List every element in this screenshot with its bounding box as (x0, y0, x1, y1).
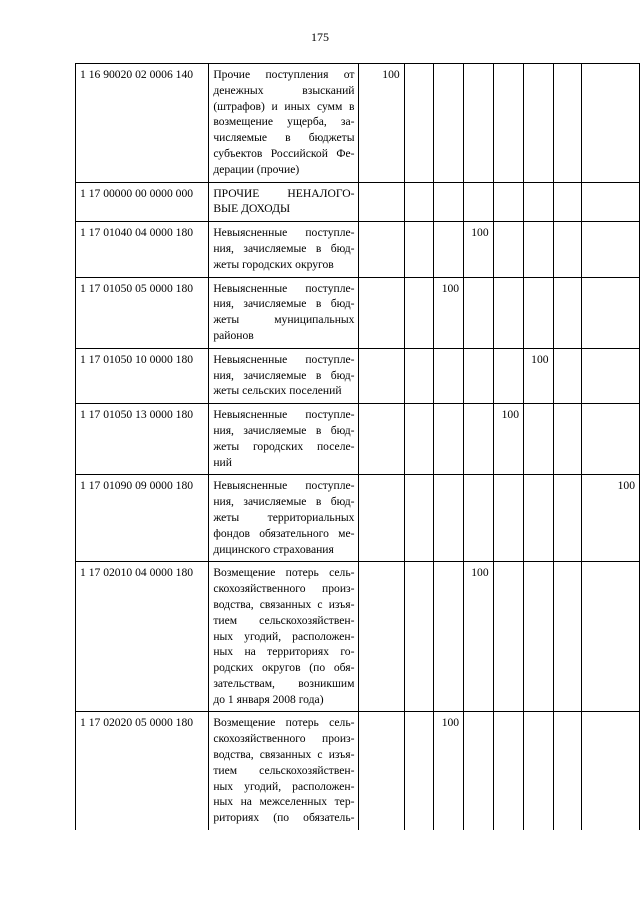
description-line: (штрафов) и иных сумм в (213, 99, 355, 113)
percent-cell (404, 404, 433, 475)
table-row (76, 475, 640, 562)
description-line: скохозяйственного произ- (213, 582, 355, 596)
description-line: ния, зачисляемые в бюд- (213, 495, 355, 509)
percent-cell (359, 404, 404, 475)
percent-cell (433, 222, 463, 277)
description-line: ных угодий, расположен- (213, 779, 355, 793)
budget-code-cell: 1 17 02020 05 0000 180 (76, 712, 209, 830)
description-line: скохозяйственного произ- (213, 732, 355, 746)
description-line: Возмещение потерь сель- (213, 716, 355, 730)
percent-cell: 100 (433, 277, 463, 348)
percent-cell (464, 277, 494, 348)
percent-cell (581, 222, 639, 277)
percent-cell (524, 404, 554, 475)
description-line: Невыясненные поступле- (213, 408, 355, 422)
percent-cell (359, 182, 404, 222)
percent-cell (524, 562, 554, 712)
percent-cell (553, 277, 581, 348)
description-cell (209, 712, 359, 830)
percent-cell (433, 348, 463, 403)
description-line: ПРОЧИЕ НЕНАЛОГО- (213, 186, 355, 200)
budget-code-cell: 1 17 01050 10 0000 180 (76, 348, 209, 403)
percent-cell (524, 222, 554, 277)
table-row (76, 712, 640, 830)
description-line: ных на территориях го- (213, 645, 355, 659)
description-line: Прочие поступления от (213, 68, 355, 81)
percent-cell (553, 712, 581, 830)
description-line: денежных взысканий (213, 83, 355, 97)
percent-cell (524, 64, 554, 183)
budget-code-cell: 1 17 01050 13 0000 180 (76, 404, 209, 475)
budget-code-cell: 1 17 00000 00 0000 000 (76, 182, 209, 222)
budget-code-cell: 1 16 90020 02 0006 140 (76, 64, 209, 183)
description-line: субъектов Российской Фе- (213, 146, 355, 160)
percent-cell (464, 404, 494, 475)
description-line: жеты городских округов (213, 257, 334, 271)
table-row (76, 562, 640, 712)
table-row (76, 222, 640, 277)
description-line: фондов обязательного ме- (213, 526, 355, 540)
percent-cell (553, 348, 581, 403)
percent-cell (404, 348, 433, 403)
table-row (76, 64, 640, 183)
description-cell (209, 182, 359, 222)
percent-cell (493, 348, 523, 403)
description-line: ных на межселенных тер- (213, 795, 355, 809)
description-cell (209, 475, 359, 562)
description-line: ния, зачисляемые в бюд- (213, 368, 355, 382)
percent-cell (553, 222, 581, 277)
budget-code-cell: 1 17 02010 04 0000 180 (76, 562, 209, 712)
description-cell (209, 348, 359, 403)
percent-cell (359, 475, 404, 562)
percent-cell (359, 277, 404, 348)
description-line: Возмещение потерь сель- (213, 566, 355, 580)
percent-cell (433, 64, 463, 183)
description-line: Невыясненные поступле- (213, 352, 355, 366)
description-line: районов (213, 328, 254, 342)
percent-cell: 100 (464, 562, 494, 712)
percent-cell (581, 562, 639, 712)
percent-cell (493, 475, 523, 562)
percent-cell (359, 348, 404, 403)
table-row (76, 348, 640, 403)
percent-cell (464, 182, 494, 222)
description-line: зательствам, возникшим (213, 676, 355, 690)
percent-cell (359, 562, 404, 712)
description-line: жеты территориальных (213, 510, 355, 524)
percent-cell (493, 182, 523, 222)
percent-cell (553, 182, 581, 222)
description-line: возмещение ущерба, за- (213, 115, 355, 129)
percent-cell (553, 475, 581, 562)
table-row (76, 182, 640, 222)
description-line: ния, зачисляемые в бюд- (213, 297, 355, 311)
budget-classification-table (75, 63, 640, 830)
description-line: жеты муниципальных (213, 313, 355, 327)
percent-cell (581, 712, 639, 830)
percent-cell (553, 562, 581, 712)
percent-cell (581, 182, 639, 222)
percent-cell (433, 475, 463, 562)
percent-cell (404, 562, 433, 712)
budget-code-cell: 1 17 01090 09 0000 180 (76, 475, 209, 562)
description-line: родских округов (по обя- (213, 661, 355, 675)
description-cell (209, 404, 359, 475)
percent-cell (553, 64, 581, 183)
percent-cell (581, 404, 639, 475)
percent-cell (404, 64, 433, 183)
percent-cell (493, 712, 523, 830)
description-line: риториях (по обязатель- (213, 811, 355, 825)
percent-cell (404, 277, 433, 348)
percent-cell (433, 404, 463, 475)
percent-cell: 100 (433, 712, 463, 830)
percent-cell (464, 475, 494, 562)
percent-cell (359, 222, 404, 277)
percent-cell (524, 712, 554, 830)
percent-cell: 100 (493, 404, 523, 475)
percent-cell (493, 562, 523, 712)
description-line: Невыясненные поступле- (213, 226, 355, 240)
percent-cell (464, 348, 494, 403)
percent-cell (581, 64, 639, 183)
description-cell (209, 64, 359, 183)
description-line: Невыясненные поступле- (213, 281, 355, 295)
description-line: дерации (прочие) (213, 162, 300, 176)
percent-cell: 100 (524, 348, 554, 403)
percent-cell (581, 277, 639, 348)
description-line: жеты сельских поселений (213, 384, 342, 398)
page-number: 175 (311, 30, 329, 44)
description-line: до 1 января 2008 года) (213, 692, 324, 706)
table-body (76, 64, 640, 831)
description-cell (209, 222, 359, 277)
description-line: дицинского страхования (213, 542, 334, 556)
percent-cell: 100 (359, 64, 404, 183)
description-line: ния, зачисляемые в бюд- (213, 241, 355, 255)
percent-cell (493, 222, 523, 277)
description-line: тием сельскохозяйствен- (213, 763, 355, 777)
description-line: ВЫЕ ДОХОДЫ (213, 202, 291, 216)
budget-code-cell: 1 17 01040 04 0000 180 (76, 222, 209, 277)
percent-cell (404, 182, 433, 222)
description-cell (209, 562, 359, 712)
percent-cell (464, 712, 494, 830)
percent-cell (433, 182, 463, 222)
description-line: Невыясненные поступле- (213, 479, 355, 493)
percent-cell (404, 475, 433, 562)
percent-cell (524, 277, 554, 348)
percent-cell (524, 182, 554, 222)
percent-cell (581, 348, 639, 403)
table-row (76, 277, 640, 348)
description-cell (209, 277, 359, 348)
percent-cell (359, 712, 404, 830)
description-line: водства, связанных с изъя- (213, 597, 355, 611)
percent-cell (433, 562, 463, 712)
description-line: тием сельскохозяйствен- (213, 613, 355, 627)
percent-cell (493, 64, 523, 183)
description-line: ний (213, 455, 232, 469)
table-row (76, 404, 640, 475)
percent-cell (404, 712, 433, 830)
description-line: жеты городских поселе- (213, 439, 355, 453)
percent-cell (524, 475, 554, 562)
percent-cell: 100 (464, 222, 494, 277)
percent-cell (464, 64, 494, 183)
budget-code-cell: 1 17 01050 05 0000 180 (76, 277, 209, 348)
percent-cell (404, 222, 433, 277)
percent-cell: 100 (581, 475, 639, 562)
description-line: ния, зачисляемые в бюд- (213, 423, 355, 437)
description-line: ных угодий, расположен- (213, 629, 355, 643)
description-line: водства, связанных с изъя- (213, 748, 355, 762)
percent-cell (553, 404, 581, 475)
percent-cell (493, 277, 523, 348)
description-line: числяемые в бюджеты (213, 131, 355, 145)
